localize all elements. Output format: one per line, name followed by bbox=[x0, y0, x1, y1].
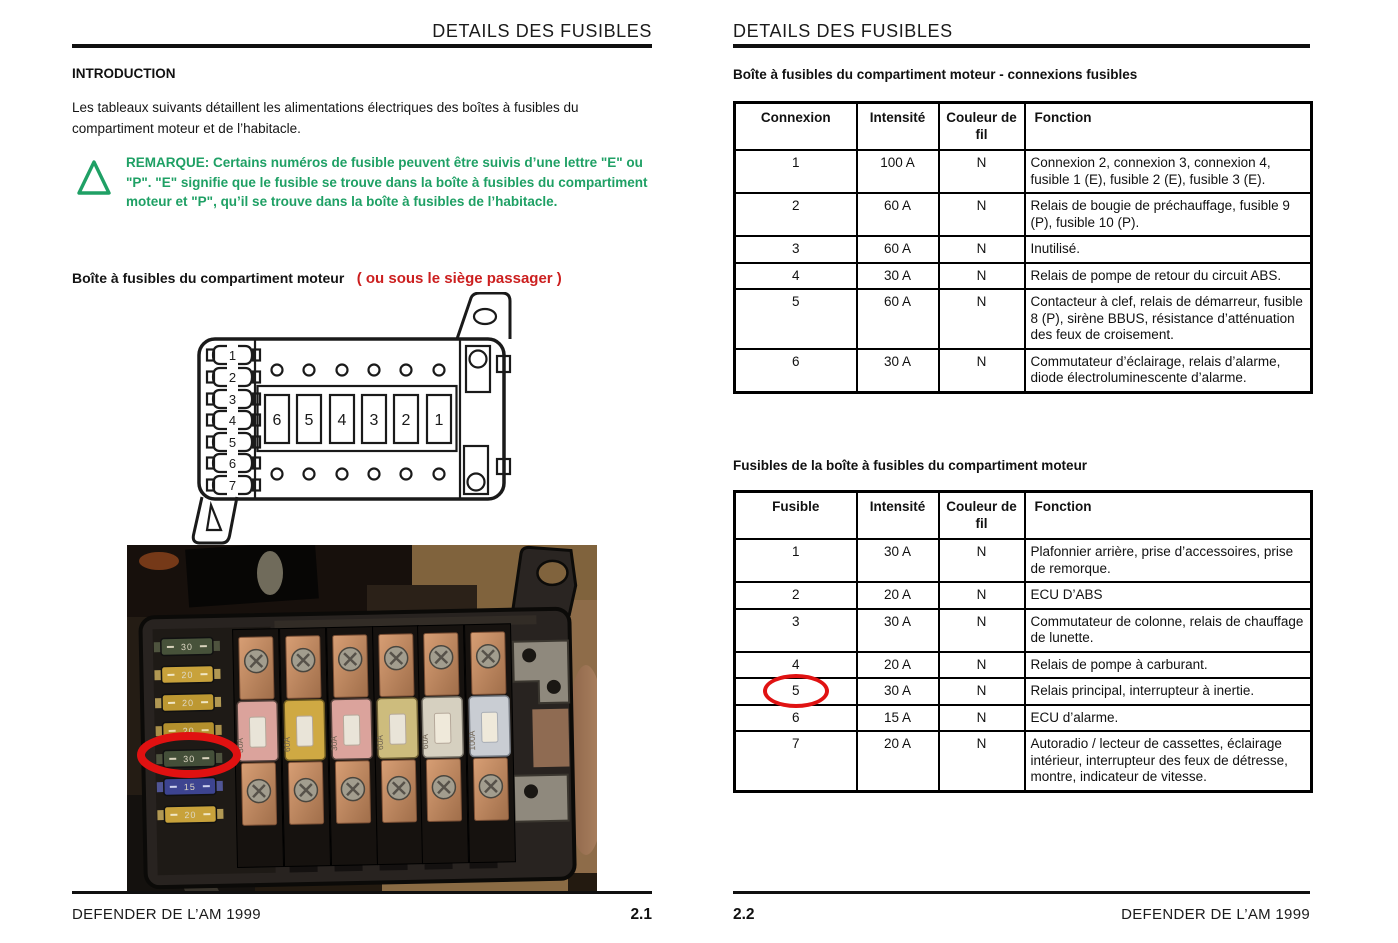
section-title-text: Boîte à fusibles du compartiment moteur bbox=[72, 270, 345, 286]
table-header-row bbox=[735, 492, 1312, 540]
connector-slot bbox=[207, 346, 260, 364]
footer-model: DEFENDER DE L’AM 1999 bbox=[72, 906, 261, 923]
table-row: 2 20 A N ECU D’ABS bbox=[735, 582, 1312, 609]
fusible-link bbox=[418, 625, 469, 864]
svg-text:20: 20 bbox=[184, 809, 197, 821]
table-row: 4 30 A N Relais de pompe de retour du circuit ABS. bbox=[735, 263, 1312, 290]
col-header: Intensité bbox=[857, 492, 939, 540]
table-row: 5 60 A N Contacteur à clef, relais de démarreur, fusible 8 (P), sirène BBUS, résistance d’atténuation des feux de croisement. bbox=[735, 289, 1312, 349]
svg-text:60A: 60A bbox=[419, 733, 431, 750]
footer-rule bbox=[733, 891, 1310, 894]
table-row: 6 30 A N Commutateur d’éclairage, relais d’alarme, diode électroluminescente d’alarme. bbox=[735, 349, 1312, 393]
page-title: DETAILS DES FUSIBLES bbox=[733, 21, 953, 41]
blade-fuse bbox=[155, 693, 221, 711]
svg-text:5: 5 bbox=[228, 435, 237, 450]
diagram-tab-bottom bbox=[193, 497, 237, 543]
footer-rule bbox=[72, 891, 652, 894]
footer-model: DEFENDER DE L’AM 1999 bbox=[1121, 906, 1310, 923]
circled-fuse-number: 5 bbox=[791, 683, 800, 698]
svg-text:20: 20 bbox=[181, 669, 194, 681]
svg-text:4: 4 bbox=[337, 412, 347, 429]
svg-text:3: 3 bbox=[228, 392, 237, 407]
table-row: 1 100 A N Connexion 2, connexion 3, connexion 4, fusible 1 (E), fusible 2 (E), fusible 3 (E). bbox=[735, 150, 1312, 193]
diagram-terminals-top bbox=[272, 365, 445, 376]
photo-fusible-links bbox=[233, 624, 516, 868]
table-row: 6 15 A N ECU d’alarme. bbox=[735, 705, 1312, 732]
svg-text:5: 5 bbox=[304, 412, 314, 429]
table-row: 2 60 A N Relais de bougie de préchauffage, fusible 9 (P), fusible 10 (P). bbox=[735, 193, 1312, 236]
footer-left bbox=[72, 906, 652, 924]
svg-text:20: 20 bbox=[181, 697, 195, 709]
connections-table bbox=[733, 101, 1313, 394]
table-header-row bbox=[735, 103, 1312, 151]
connector-slot bbox=[207, 411, 260, 429]
col-header: Couleur de fil bbox=[939, 492, 1025, 540]
svg-text:100A: 100A bbox=[466, 730, 478, 751]
svg-text:4: 4 bbox=[228, 413, 237, 428]
col-header: Fusible bbox=[735, 492, 857, 540]
col-header: Couleur de fil bbox=[939, 103, 1025, 151]
fusible-link bbox=[280, 628, 331, 867]
svg-text:3: 3 bbox=[369, 412, 379, 429]
diagram-bracket-hole bbox=[474, 309, 496, 324]
svg-text:20: 20 bbox=[182, 725, 195, 737]
svg-text:60A: 60A bbox=[374, 734, 386, 751]
fusible-link bbox=[233, 629, 284, 868]
svg-text:7: 7 bbox=[228, 478, 237, 493]
footer-page-number: 2.1 bbox=[630, 906, 652, 923]
blade-fuse bbox=[157, 805, 223, 823]
section-title bbox=[72, 270, 562, 288]
diagram-tab-triangle bbox=[207, 505, 221, 530]
table-connections-title: Boîte à fusibles du compartiment moteur - connexions fusibles bbox=[733, 67, 1138, 82]
table-row: 3 30 A N Commutateur de colonne, relais de chauffage de lunette. bbox=[735, 609, 1312, 652]
svg-text:6: 6 bbox=[228, 456, 237, 471]
header-rule bbox=[72, 44, 652, 48]
fuse-box-photo bbox=[127, 545, 597, 891]
svg-text:30A: 30A bbox=[234, 737, 246, 754]
blade-fuse bbox=[156, 749, 222, 767]
connector-slot bbox=[207, 476, 260, 494]
col-header: Fonction bbox=[1025, 103, 1312, 151]
col-header: Connexion bbox=[735, 103, 857, 151]
footer-right bbox=[733, 906, 1310, 924]
svg-text:30: 30 bbox=[180, 641, 194, 653]
svg-text:30: 30 bbox=[183, 753, 196, 765]
svg-text:60A: 60A bbox=[281, 736, 293, 753]
svg-text:1: 1 bbox=[434, 412, 444, 429]
table-fuses-title: Fusibles de la boîte à fusibles du compartiment moteur bbox=[733, 458, 1088, 473]
svg-text:15: 15 bbox=[183, 781, 196, 793]
table-row: 4 20 A N Relais de pompe à carburant. bbox=[735, 652, 1312, 679]
header-rule bbox=[733, 44, 1310, 48]
connector-slot bbox=[207, 454, 260, 472]
svg-text:1: 1 bbox=[228, 348, 237, 363]
connector-slot bbox=[207, 368, 260, 386]
table-row: 7 20 A N Autoradio / lecteur de cassettes, éclairage intérieur, interrupteur des feux de détresse, montre, indicateur de vitesse. bbox=[735, 731, 1312, 791]
remarque-text: REMARQUE: Certains numéros de fusible peuvent être suivis d’une lettre "E" ou "P". "E" signifie que le fusible se trouve dans la boîte à fusibles du compartiment moteur et "P", qu’il se trouve dans la boîte à fusibles de l’habitacle. bbox=[126, 155, 648, 209]
connector-slot bbox=[207, 433, 260, 451]
footer-page-number: 2.2 bbox=[733, 906, 755, 923]
fusible-link bbox=[465, 624, 516, 863]
page-title: DETAILS DES FUSIBLES bbox=[432, 21, 652, 41]
blade-fuse bbox=[154, 637, 220, 655]
blade-fuse bbox=[154, 665, 220, 683]
fuses-table bbox=[733, 490, 1313, 793]
svg-text:6: 6 bbox=[272, 412, 282, 429]
table-row-circled: 5 30 A N Relais principal, interrupteur à inertie. bbox=[735, 678, 1312, 705]
section-title-annotation: ( ou sous le siège passager ) bbox=[356, 270, 562, 287]
diagram-fuse-slots bbox=[258, 386, 457, 451]
table-row: 1 30 A N Plafonnier arrière, prise d’accessoires, prise de remorque. bbox=[735, 539, 1312, 582]
diagram-connector-column bbox=[207, 346, 260, 494]
fuse-box-diagram bbox=[190, 292, 524, 554]
fusible-link bbox=[373, 626, 424, 865]
svg-text:2: 2 bbox=[228, 370, 237, 385]
col-header: Fonction bbox=[1025, 492, 1312, 540]
warning-triangle-icon bbox=[76, 159, 112, 197]
intro-paragraph: Les tableaux suivants détaillent les alimentations électriques des boîtes à fusibles du compartiment moteur et de l’habitacle. bbox=[72, 100, 579, 136]
fusible-link bbox=[327, 627, 378, 866]
blade-fuse bbox=[157, 777, 223, 795]
table-row: 3 60 A N Inutilisé. bbox=[735, 236, 1312, 263]
svg-text:2: 2 bbox=[401, 412, 411, 429]
col-header: Intensité bbox=[857, 103, 939, 151]
remarque-note bbox=[72, 153, 656, 212]
diagram-bracket-top bbox=[457, 293, 510, 339]
intro-heading: INTRODUCTION bbox=[72, 66, 176, 81]
diagram-terminals-bottom bbox=[272, 469, 445, 480]
connector-slot bbox=[207, 390, 260, 408]
svg-text:30A: 30A bbox=[328, 735, 340, 752]
photo-tab-hole bbox=[537, 561, 567, 586]
